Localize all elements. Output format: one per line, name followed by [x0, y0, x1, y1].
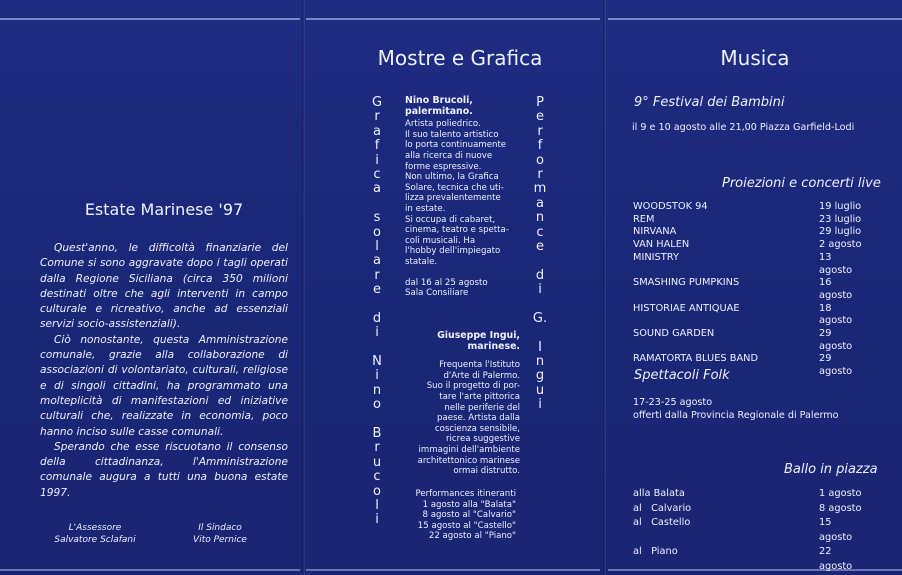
- concert-row-label: MINISTRY: [633, 251, 679, 263]
- vertical-letter: l: [375, 497, 379, 513]
- giuseppe-name-line-2: marinese.: [467, 340, 520, 352]
- giuseppe-line: ricrea suggestive: [445, 434, 520, 445]
- vertical-letter: o: [536, 152, 544, 168]
- performance-line: Performances itineranti: [415, 489, 516, 499]
- vertical-letter: o: [373, 483, 381, 499]
- vertical-letter: i: [375, 325, 379, 341]
- nino-line: cinema, teatro e spetta-: [405, 225, 509, 236]
- concert-row: [633, 214, 867, 227]
- concert-row-date: 29 luglio: [819, 226, 862, 238]
- vertical-letter: G: [371, 95, 383, 110]
- ballo-row-date: 22 agosto: [819, 546, 853, 572]
- giuseppe-line: ormai distrutto.: [453, 466, 520, 477]
- concert-row-label: HISTORIAE ANTIQUAE: [633, 302, 740, 314]
- giuseppe-line: tare l'arte pittorica: [439, 391, 520, 402]
- vertical-letter: c: [536, 224, 544, 240]
- intro-paragraph-1: Quest'anno, le difficoltà finanziarie del Comune si sono aggravate dopo i tagli operati dalla Regione Siciliana (circa 350 milioni destinati oltre che agli interventi in campo culturale e ricreativo, anche ad essenziali servizi socio-assistenziali).: [40, 242, 288, 331]
- giuseppe-line: immagini dell'ambiente: [418, 444, 520, 455]
- signature-assessore: [40, 522, 150, 546]
- sindaco-title: Il Sindaco: [198, 523, 242, 533]
- festival-info: il 9 e 10 agosto alle 21,00 Piazza Garfield-Lodi: [632, 122, 855, 133]
- ballo-table: [633, 487, 867, 574]
- vertical-letter: r: [374, 267, 380, 283]
- vertical-letter: r: [374, 440, 380, 456]
- vertical-text-performance: [533, 96, 547, 413]
- nino-line: Non ultimo, la Grafica: [405, 172, 499, 183]
- giuseppe-line: nelle periferie del: [444, 402, 520, 413]
- vertical-letter: i: [375, 368, 379, 384]
- nino-line: Il suo talento artistico: [405, 129, 499, 140]
- vertical-letter: f: [537, 138, 543, 154]
- giuseppe-description: [398, 360, 520, 477]
- vertical-letter: i: [538, 397, 542, 413]
- concert-row-date: 23 luglio: [819, 213, 862, 225]
- vertical-letter: d: [372, 310, 382, 326]
- performance-line: 1 agosto alla "Balata": [422, 499, 516, 510]
- vertical-letter: n: [535, 210, 545, 226]
- folk-dates: 17-23-25 agosto: [633, 397, 713, 408]
- vertical-letter: r: [537, 123, 543, 139]
- vertical-letter: d: [535, 267, 545, 283]
- nino-line: Si occupa di cabaret,: [405, 214, 496, 225]
- nino-line: Solare, tecnica che uti-: [405, 182, 504, 193]
- nino-description: [405, 119, 527, 267]
- concerts-table: [633, 201, 867, 379]
- nino-line: lizza prevalentemente: [405, 193, 501, 204]
- vertical-letter: f: [374, 138, 380, 154]
- vertical-letter: n: [372, 382, 382, 398]
- ballo-row-date: 8 agosto: [819, 502, 862, 514]
- nino-venue: Sala Consiliare: [405, 288, 469, 299]
- vertical-letter: e: [536, 238, 544, 254]
- sindaco-name: Vito Pernice: [193, 535, 247, 545]
- giuseppe-ingui-block: [398, 331, 520, 477]
- intro-panel: [40, 200, 288, 501]
- ballo-row: [633, 545, 867, 574]
- giuseppe-line: paese. Artista dalla: [436, 413, 520, 424]
- giuseppe-line: d'Arte di Palermo.: [443, 370, 520, 381]
- nino-line: l'hobby dell'impiegato: [405, 246, 501, 257]
- vertical-letter: e: [373, 282, 381, 298]
- vertical-letter: n: [535, 354, 545, 370]
- vertical-letter: I: [538, 339, 542, 355]
- concert-row-date: 29 agosto: [819, 328, 853, 352]
- concert-row: [633, 201, 867, 214]
- fold-line-right: [603, 0, 606, 575]
- nino-line: in estate.: [405, 203, 446, 214]
- performances-list: [398, 489, 516, 542]
- concert-row: [633, 303, 867, 328]
- concert-row-label: RAMATORTA BLUES BAND: [633, 353, 759, 365]
- performances-block: [398, 489, 516, 542]
- vertical-letter: g: [535, 368, 545, 384]
- vertical-letter: i: [538, 282, 542, 298]
- giuseppe-name-line-1: Giuseppe Ingui,: [437, 330, 520, 341]
- top-rule-middle: [306, 18, 600, 20]
- intro-title: Estate Marinese '97: [84, 200, 244, 219]
- nino-line: Artista poliedrico.: [405, 119, 481, 130]
- vertical-letter: o: [373, 397, 381, 413]
- concert-row-label: SMASHING PUMPKINS: [633, 277, 740, 289]
- nino-line: alla ricerca di nuove: [405, 150, 493, 161]
- nino-line: lo porta continuamente: [405, 140, 507, 151]
- nino-line: forme espressive.: [405, 161, 482, 172]
- concert-row: [633, 239, 867, 252]
- folk-info: offerti dalla Provincia Regionale di Palermo: [633, 410, 839, 421]
- giuseppe-line: coscienza sensibile,: [434, 423, 520, 434]
- vertical-letter: N: [372, 354, 382, 370]
- nino-line: statale.: [405, 256, 438, 267]
- performance-line: 15 agosto al "Castello": [417, 520, 516, 531]
- concert-row-date: 13 agosto: [819, 251, 853, 276]
- ballo-row-label: al Piano: [633, 546, 678, 557]
- nino-brucoli-block: [405, 96, 527, 299]
- concert-row-label: VAN HALEN: [633, 239, 690, 251]
- ballo-row: [633, 502, 867, 517]
- vertical-letter: u: [372, 454, 382, 470]
- vertical-letter: G.: [532, 310, 548, 326]
- vertical-letter: r: [374, 109, 380, 125]
- ballo-row-date: 1 agosto: [819, 488, 862, 499]
- concert-row-date: 2 agosto: [819, 239, 862, 251]
- concert-row-label: WOODSTOK 94: [633, 201, 708, 212]
- ballo-row-date: 15 agosto: [819, 517, 853, 543]
- vertical-letter: a: [373, 253, 381, 269]
- vertical-text-grafica-solare: [370, 96, 384, 528]
- bottom-rule-middle: [306, 569, 600, 571]
- intro-paragraph-2: Ciò nonostante, questa Amministrazione comunale, grazie alla collaborazione di associazioni di volontariato, culturali, religiose e di singoli cittadini, ha programmato una molteplicità di manifestazioni ed iniziative culturali che, realizzate in economia, poco hanno inciso sulle casse comunali.: [40, 333, 288, 438]
- vertical-letter: B: [372, 425, 382, 441]
- vertical-letter: e: [536, 109, 544, 125]
- concert-row-date: 29 agosto: [819, 353, 853, 378]
- ballo-row: [633, 487, 867, 502]
- ballo-row-label: alla Balata: [633, 488, 685, 499]
- signature-sindaco: [180, 522, 260, 546]
- concert-row-label: SOUND GARDEN: [633, 328, 715, 340]
- bottom-rule-left: [0, 569, 300, 571]
- ballo-row: [633, 516, 867, 545]
- ballo-title: Ballo in piazza: [784, 462, 878, 477]
- musica-title: Musica: [720, 46, 790, 70]
- vertical-letter: s: [373, 210, 381, 226]
- top-rule-right: [608, 18, 902, 20]
- intro-paragraph-3: Sperando che esse riscuotano il consenso della cittadinanza, l'Amministrazione comunale augura a tutti una buona estate 1997.: [40, 440, 288, 499]
- top-rule-left: [0, 18, 300, 20]
- proiezioni-title: Proiezioni e concerti live: [722, 176, 881, 191]
- concert-row-label: REM: [633, 213, 655, 225]
- performance-line: 22 agosto al "Piano": [428, 531, 516, 542]
- concert-row-date: 18 agosto: [819, 302, 853, 327]
- giuseppe-line: architettonico marinese: [417, 455, 520, 466]
- vertical-letter: r: [537, 166, 543, 182]
- concert-row: [633, 226, 867, 239]
- vertical-letter: u: [535, 382, 545, 398]
- mostre-title: Mostre e Grafica: [377, 46, 543, 70]
- vertical-letter: a: [373, 181, 381, 197]
- festival-title: 9° Festival dei Bambini: [634, 95, 785, 110]
- concert-row: [633, 328, 867, 353]
- concert-row: [633, 252, 867, 277]
- assessore-title: L'Assessore: [68, 523, 122, 533]
- ballo-row-label: al Calvario: [633, 502, 692, 514]
- nino-name-line-2: palermitano.: [405, 105, 473, 117]
- vertical-letter: a: [536, 195, 544, 211]
- assessore-name: Salvatore Sclafani: [54, 535, 136, 545]
- fold-line-left: [302, 0, 305, 575]
- concert-row-date: 19 luglio: [819, 201, 862, 212]
- giuseppe-line: Suo il progetto di por-: [426, 381, 520, 392]
- concert-row-date: 16 agosto: [819, 277, 853, 301]
- vertical-letter: o: [373, 224, 381, 240]
- vertical-letter: l: [375, 238, 379, 254]
- concert-row: [633, 277, 867, 302]
- nino-name-line-1: Nino Brucoli,: [405, 95, 473, 106]
- nino-line: coli musicali. Ha: [405, 235, 476, 246]
- vertical-letter: a: [373, 123, 381, 139]
- folk-title: Spettacoli Folk: [634, 368, 730, 383]
- vertical-letter: m: [533, 181, 547, 197]
- nino-dates: dal 16 al 25 agosto: [405, 277, 488, 288]
- performance-line: 8 agosto al "Calvario": [422, 510, 516, 521]
- vertical-letter: i: [375, 152, 379, 168]
- vertical-letter: c: [373, 469, 381, 485]
- giuseppe-line: Frequenta l'Istituto: [439, 360, 520, 371]
- ballo-row-label: al Castello: [633, 517, 691, 528]
- vertical-letter: c: [373, 166, 381, 182]
- vertical-letter: i: [375, 512, 379, 528]
- concert-row-label: NIRVANA: [633, 226, 677, 238]
- vertical-letter: P: [536, 95, 544, 110]
